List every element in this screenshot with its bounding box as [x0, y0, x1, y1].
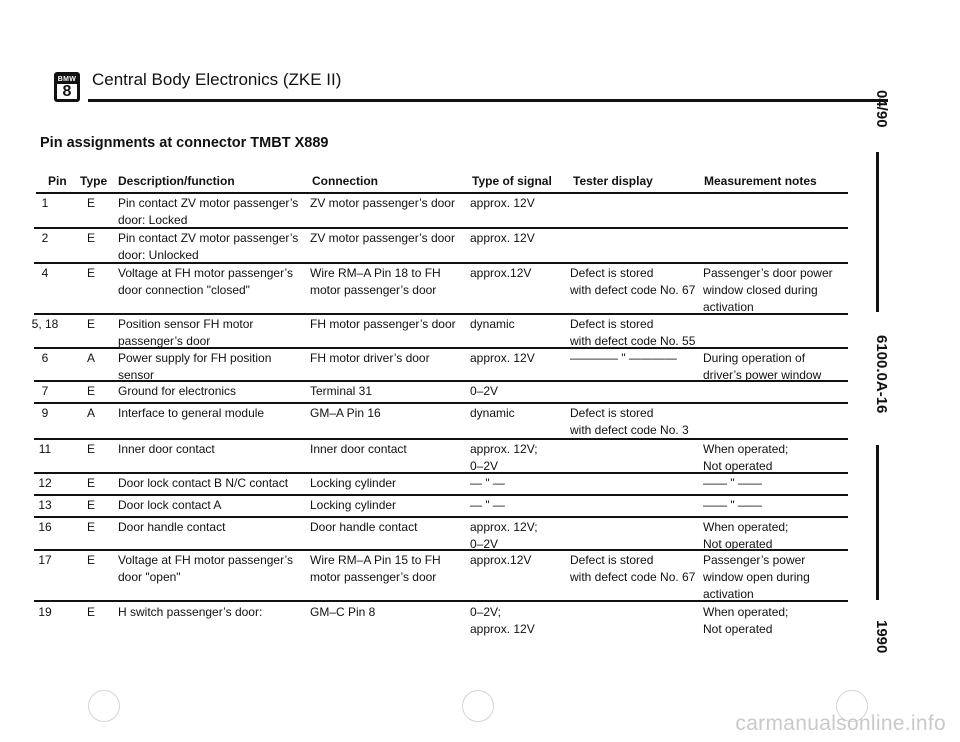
table-cell-description: Power supply for FH position sensor — [118, 351, 272, 382]
col-head-pin: Pin — [48, 174, 67, 188]
table-cell-tester: Defect is stored with defect code No. 3 — [570, 406, 689, 437]
table-cell-pin: 16 — [38, 520, 52, 534]
table-cell-tester: Defect is stored with defect code No. 55 — [570, 317, 696, 348]
side-rule-1 — [876, 152, 879, 312]
table-cell-type: E — [86, 231, 95, 245]
table-cell-type: E — [86, 442, 95, 456]
table-cell-pin: 9 — [41, 406, 49, 420]
table-cell-connection: GM–C Pin 8 — [310, 605, 376, 619]
logo-brand: BMW — [57, 76, 77, 83]
table-cell-signal: approx.12V — [470, 553, 532, 567]
table-cell-connection: Wire RM–A Pin 15 to FH motor passenger’s door — [310, 553, 441, 584]
table-cell-connection: FH motor passenger’s door — [310, 317, 456, 331]
table-cell-connection: Door handle contact — [310, 520, 418, 534]
binder-hole — [88, 690, 120, 722]
col-head-description: Description/function — [118, 174, 235, 188]
table-cell-description: Door lock contact A — [118, 498, 222, 512]
table-cell-description: Pin contact ZV motor passenger’s door: Locked — [118, 196, 299, 227]
table-cell-tester: Defect is stored with defect code No. 67 — [570, 266, 696, 297]
table-cell-signal: approx. 12V; 0–2V — [470, 442, 538, 473]
side-doc-number: 6100.0A-16 — [873, 335, 890, 414]
table-cell-type: E — [86, 476, 95, 490]
table-cell-pin: 6 — [41, 351, 49, 365]
table-cell-notes: —— " —— — [703, 476, 762, 490]
table-cell-type: E — [86, 498, 95, 512]
table-cell-type: E — [86, 520, 95, 534]
col-head-notes: Measurement notes — [704, 174, 817, 188]
table-cell-signal: approx. 12V; 0–2V — [470, 520, 538, 551]
table-cell-description: Voltage at FH motor passenger’s door connection "closed" — [118, 266, 293, 297]
row-divider — [34, 516, 848, 518]
table-cell-pin: 5, 18 — [31, 317, 59, 331]
table-cell-signal: 0–2V — [470, 384, 499, 398]
col-head-tester: Tester display — [573, 174, 653, 188]
page-heading: Pin assignments at connector TMBT X889 — [40, 135, 329, 151]
table-cell-connection: GM–A Pin 16 — [310, 406, 381, 420]
table-cell-signal: 0–2V; approx. 12V — [470, 605, 535, 636]
table-cell-description: Door lock contact B N/C contact — [118, 476, 289, 490]
table-cell-pin: 7 — [41, 384, 49, 398]
col-head-connection: Connection — [312, 174, 378, 188]
table-cell-notes: When operated; Not operated — [703, 520, 789, 551]
table-cell-description: H switch passenger’s door: — [118, 605, 263, 619]
table-cell-type: E — [86, 605, 95, 619]
table-cell-description: Ground for electronics — [118, 384, 237, 398]
row-divider — [34, 438, 848, 440]
side-rule-2 — [876, 445, 879, 600]
row-divider — [34, 494, 848, 496]
watermark: carmanualsonline.info — [735, 712, 946, 735]
table-cell-type: A — [86, 406, 95, 420]
table-cell-pin: 19 — [38, 605, 52, 619]
side-year: 1990 — [873, 620, 890, 654]
table-cell-pin: 12 — [38, 476, 52, 490]
col-head-signal: Type of signal — [472, 174, 552, 188]
table-cell-connection: ZV motor passenger’s door — [310, 196, 455, 210]
table-cell-description: Interface to general module — [118, 406, 265, 420]
table-cell-tester: Defect is stored with defect code No. 67 — [570, 553, 696, 584]
bmw-logo-icon — [54, 72, 80, 102]
table-cell-signal: dynamic — [470, 317, 515, 331]
table-cell-connection: Wire RM–A Pin 18 to FH motor passenger’s door — [310, 266, 441, 297]
table-cell-pin: 1 — [41, 196, 49, 210]
table-cell-signal: approx.12V — [470, 266, 532, 280]
binder-hole — [462, 690, 494, 722]
table-cell-type: E — [86, 196, 95, 210]
row-divider — [34, 402, 848, 404]
logo-group-number: 8 — [62, 83, 72, 100]
table-cell-description: Inner door contact — [118, 442, 215, 456]
document-title: Central Body Electronics (ZKE II) — [92, 70, 342, 89]
table-cell-type: E — [86, 266, 95, 280]
table-cell-connection: Terminal 31 — [310, 384, 373, 398]
side-date: 04/90 — [873, 90, 890, 128]
table-cell-signal: dynamic — [470, 406, 515, 420]
table-cell-notes: —— " —— — [703, 498, 762, 512]
row-divider — [36, 192, 848, 194]
table-cell-connection: Locking cylinder — [310, 476, 397, 490]
title-rule — [88, 99, 888, 102]
table-cell-pin: 13 — [38, 498, 52, 512]
table-cell-notes: When operated; Not operated — [703, 442, 789, 473]
table-cell-notes: When operated; Not operated — [703, 605, 789, 636]
table-cell-description: Voltage at FH motor passenger’s door "open" — [118, 553, 293, 584]
table-cell-signal: approx. 12V — [470, 231, 535, 245]
table-cell-signal: — " — — [470, 476, 505, 490]
table-cell-type: E — [86, 384, 95, 398]
table-cell-type: E — [86, 317, 95, 331]
table-cell-description: Pin contact ZV motor passenger’s door: Unlocked — [118, 231, 299, 262]
table-cell-pin: 2 — [41, 231, 49, 245]
table-cell-tester: ———— " ———— — [570, 351, 677, 365]
table-cell-pin: 11 — [38, 442, 52, 456]
table-cell-type: E — [86, 553, 95, 567]
table-cell-signal: approx. 12V — [470, 351, 535, 365]
table-cell-connection: ZV motor passenger’s door — [310, 231, 455, 245]
table-cell-signal: approx. 12V — [470, 196, 535, 210]
table-cell-notes: Passenger’s door power window closed during activation — [703, 266, 833, 314]
table-cell-connection: FH motor driver’s door — [310, 351, 430, 365]
table-cell-connection: Locking cylinder — [310, 498, 397, 512]
table-cell-signal: — " — — [470, 498, 505, 512]
table-cell-notes: Passenger’s power window open during activation — [703, 553, 810, 601]
table-cell-description: Door handle contact — [118, 520, 226, 534]
col-head-type: Type — [80, 174, 108, 188]
table-cell-pin: 4 — [41, 266, 49, 280]
table-cell-pin: 17 — [38, 553, 52, 567]
table-cell-notes: During operation of driver’s power window — [703, 351, 822, 382]
table-cell-description: Position sensor FH motor passenger’s door — [118, 317, 254, 348]
table-cell-type: A — [86, 351, 95, 365]
table-cell-connection: Inner door contact — [310, 442, 407, 456]
